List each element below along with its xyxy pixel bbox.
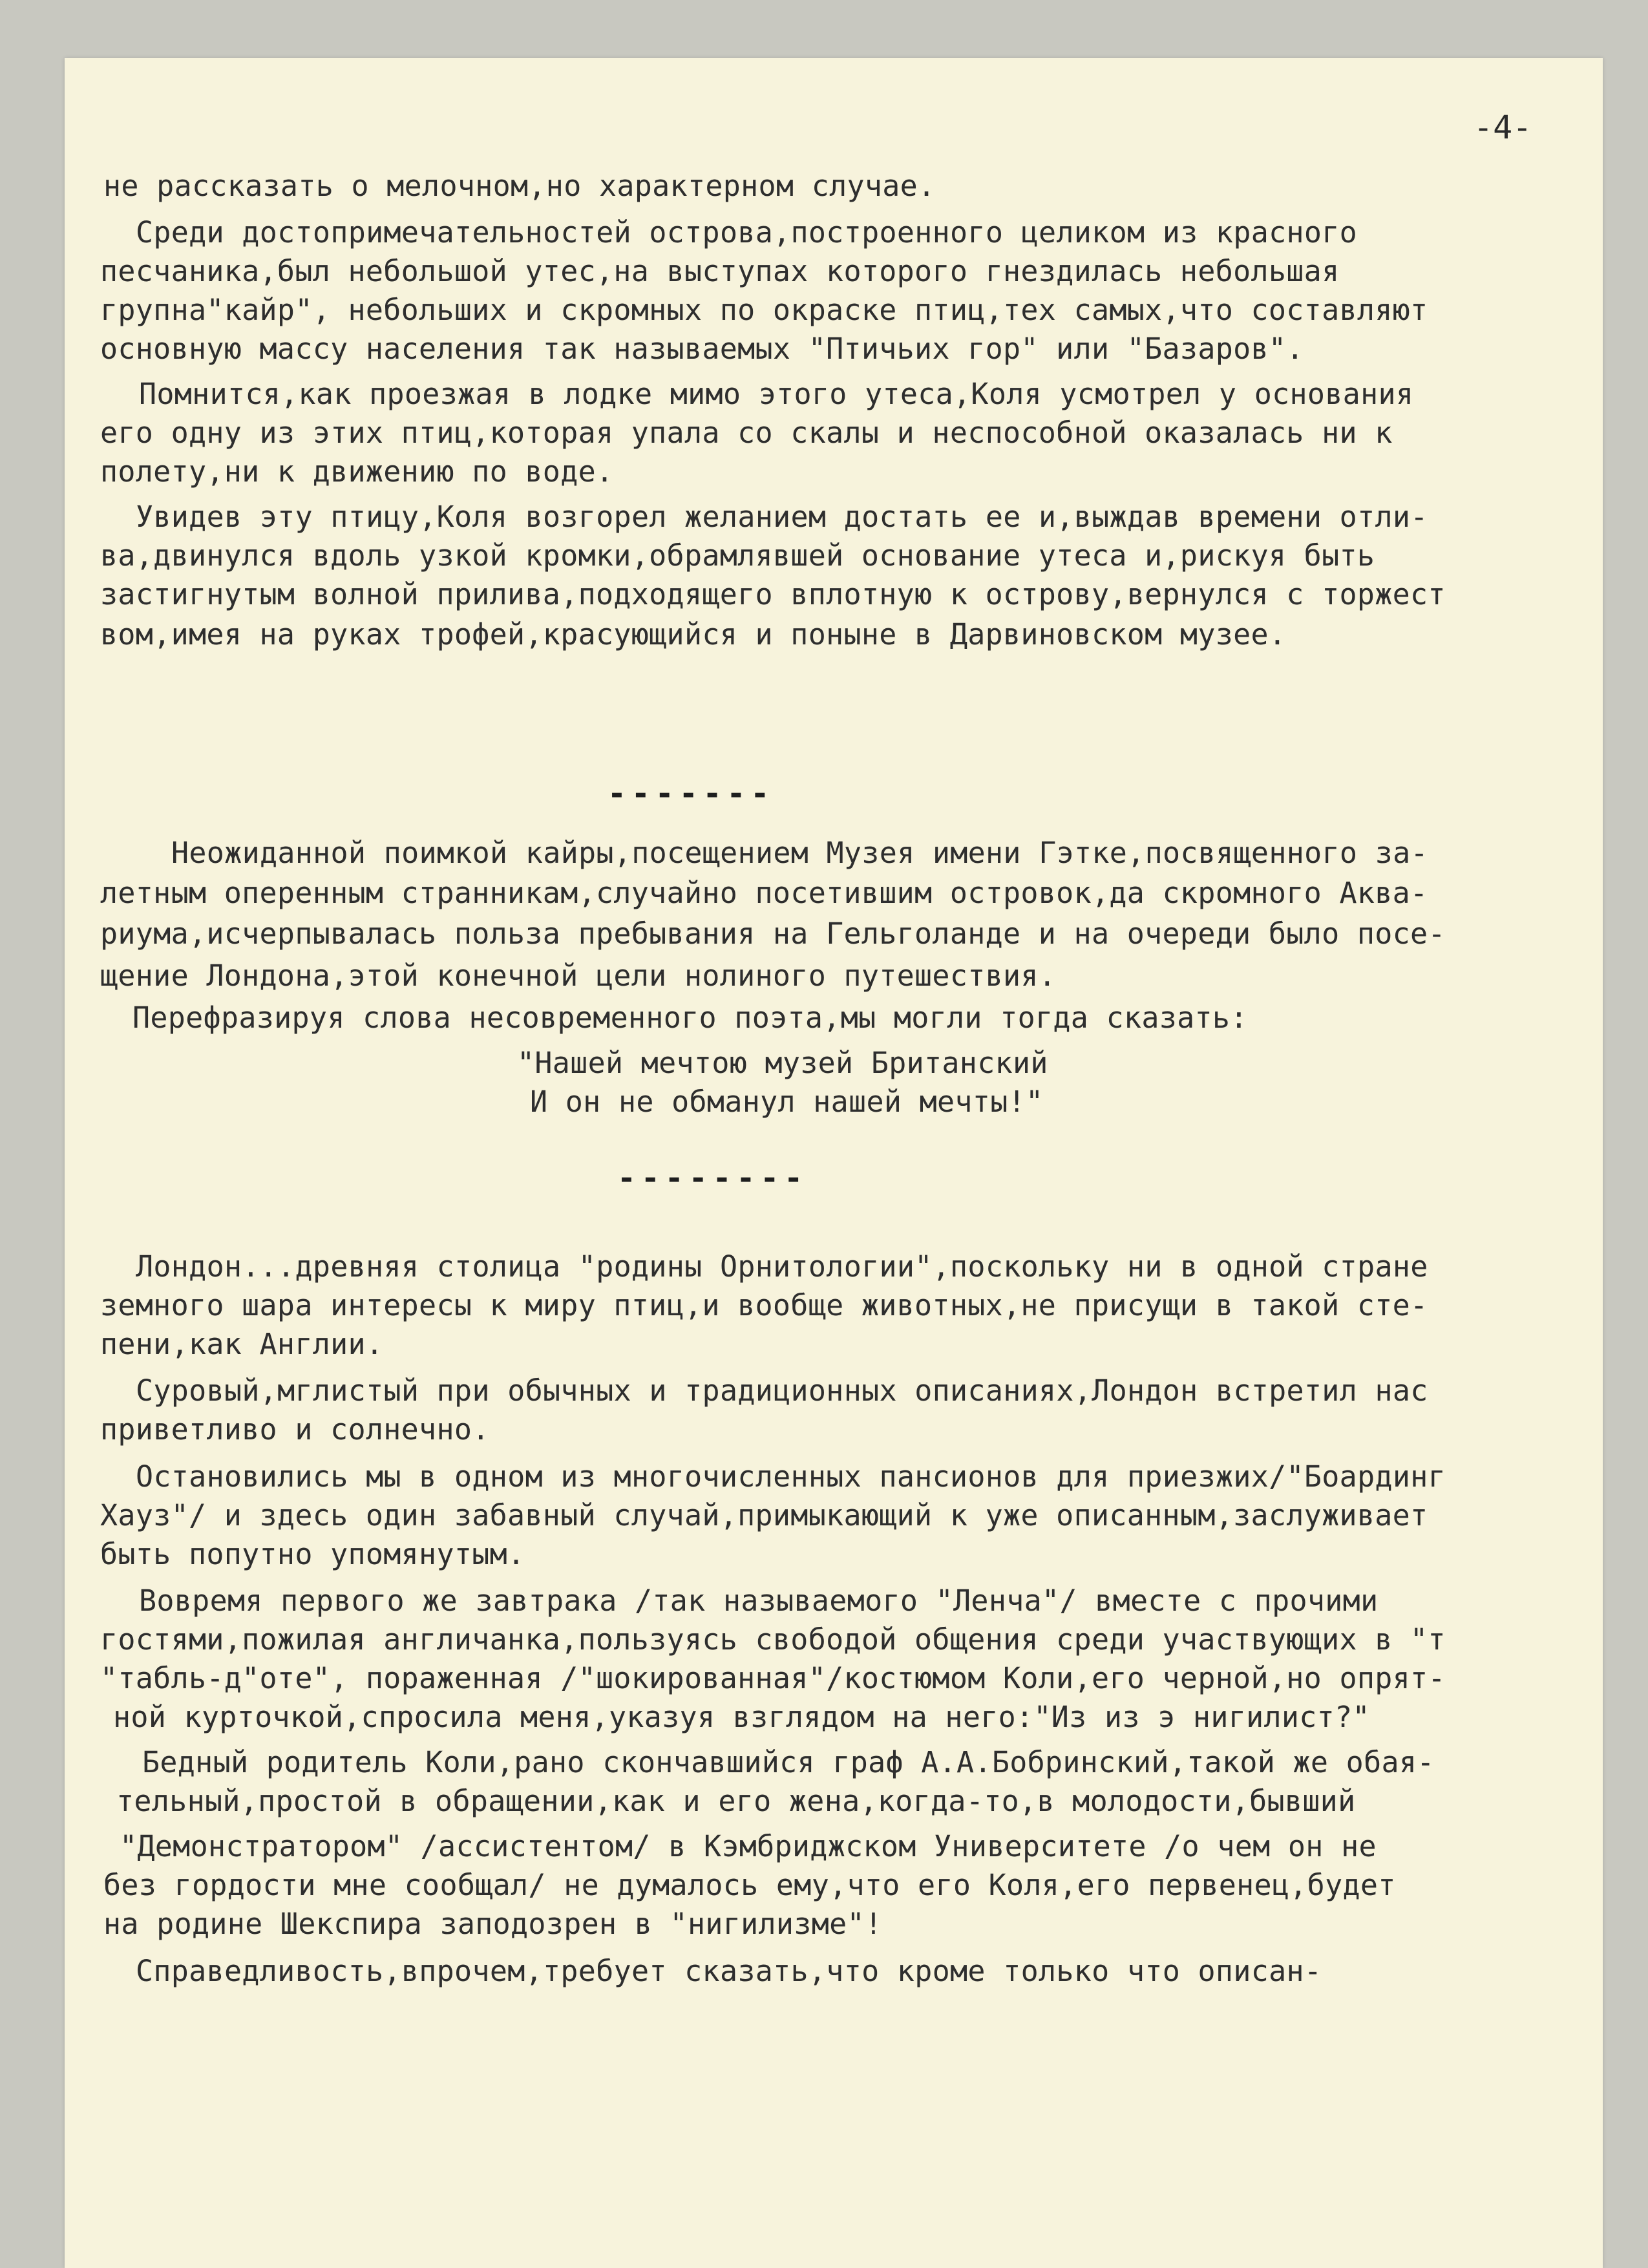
text-line: "табль-д"оте", пораженная /"шокированная"/костюмом Коли,его черной,но опрят-: [100, 1661, 1446, 1695]
text-line: пени,как Англии.: [100, 1327, 384, 1361]
text-line: тельный,простой в обращении,как и его жена,когда-то,в молодости,бывший: [116, 1784, 1356, 1818]
text-line: щение Лондона,этой конечной цели нолиного путешествия.: [100, 959, 1057, 993]
text-line: Вовремя первого же завтрака /так называемого "Ленча"/ вместе с прочими: [139, 1584, 1379, 1618]
text-line: на родине Шекспира заподозрен в "нигилизме"!: [103, 1907, 883, 1941]
section-divider: --------: [617, 1160, 808, 1196]
text-line: Неожиданной поимкой кайры,посещением Музея имени Гэтке,посвященного за-: [171, 836, 1428, 870]
text-line: ва,двинулся вдоль узкой кромки,обрамлявшей основание утеса и,рискуя быть: [100, 538, 1375, 573]
text-line: его одну из этих птиц,которая упала со скалы и неспособной оказалась ни к: [100, 416, 1393, 450]
text-line: земного шара интересы к миру птиц,и вообще животных,не присущи в такой сте-: [100, 1288, 1428, 1322]
text-line: ной курточкой,спросила меня,указуя взглядом на него:"Из из э нигилист?": [113, 1700, 1370, 1734]
text-line: песчаника,был небольшой утес,на выступах которого гнездилась небольшая: [100, 254, 1340, 288]
text-line: Бедный родитель Коли,рано скончавшийся граф А.А.Бобринский,такой же обая-: [142, 1745, 1435, 1779]
text-line: вом,имея на руках трофей,красующийся и поныне в Дарвиновском музее.: [100, 617, 1287, 652]
text-line: быть попутно упомянутым.: [100, 1537, 525, 1571]
text-line: летным оперенным странникам,случайно посетившим островок,да скромного Аква-: [100, 876, 1428, 910]
quote-line: И он не обманул нашей мечты!": [530, 1085, 1044, 1119]
text-line: Среди достопримечательностей острова,построенного целиком из красного: [136, 215, 1358, 249]
text-line: Остановились мы в одном из многочисленных пансионов для приезжих/"Боардинг: [136, 1459, 1446, 1494]
text-line: основную массу населения так называемых "Птичьих гор" или "Базаров".: [100, 332, 1304, 366]
text-line: риума,исчерпывалась польза пребывания на Гельголанде и на очереди было посе-: [100, 917, 1446, 951]
text-line: Хауз"/ и здесь один забавный случай,примыкающий к уже описанным,заслуживает: [100, 1498, 1428, 1532]
quote-line: "Нашей мечтою музей Британский: [517, 1046, 1048, 1080]
text-line: Перефразируя слова несовременного поэта,мы могли тогда сказать:: [132, 1001, 1248, 1035]
text-line: групна"кайр", небольших и скромных по окраске птиц,тех самых,что составляют: [100, 293, 1428, 327]
text-line: Увидев эту птицу,Коля возгорел желанием достать ее и,выждав времени отли-: [136, 500, 1428, 534]
text-line: не рассказать о мелочном,но характерном случае.: [103, 169, 936, 203]
text-line: Лондон...древняя столица "родины Орнитологии",поскольку ни в одной стране: [136, 1249, 1428, 1284]
text-line: Помнится,как проезжая в лодке мимо этого утеса,Коля усмотрел у основания: [139, 377, 1414, 411]
section-divider: -------: [607, 776, 775, 812]
text-line: Суровый,мглистый при обычных и традиционных описаниях,Лондон встретил нас: [136, 1373, 1428, 1408]
page-number: -4-: [1474, 109, 1532, 146]
text-line: гостями,пожилая англичанка,пользуясь свободой общения среди участвующих в "т: [100, 1622, 1446, 1657]
text-line: без гордости мне сообщал/ не думалось ему,что его Коля,его первенец,будет: [103, 1868, 1396, 1902]
text-line: "Демонстратором" /ассистентом/ в Кэмбриджском Университете /о чем он не: [120, 1829, 1377, 1863]
text-line: полету,ни к движению по воде.: [100, 454, 614, 489]
text-line: приветливо и солнечно.: [100, 1412, 490, 1447]
text-line: Справедливость,впрочем,требует сказать,что кроме только что описан-: [136, 1954, 1322, 1988]
document-page: [65, 58, 1603, 2268]
text-line: застигнутым волной прилива,подходящего вплотную к острову,вернулся с торжест: [100, 577, 1446, 611]
